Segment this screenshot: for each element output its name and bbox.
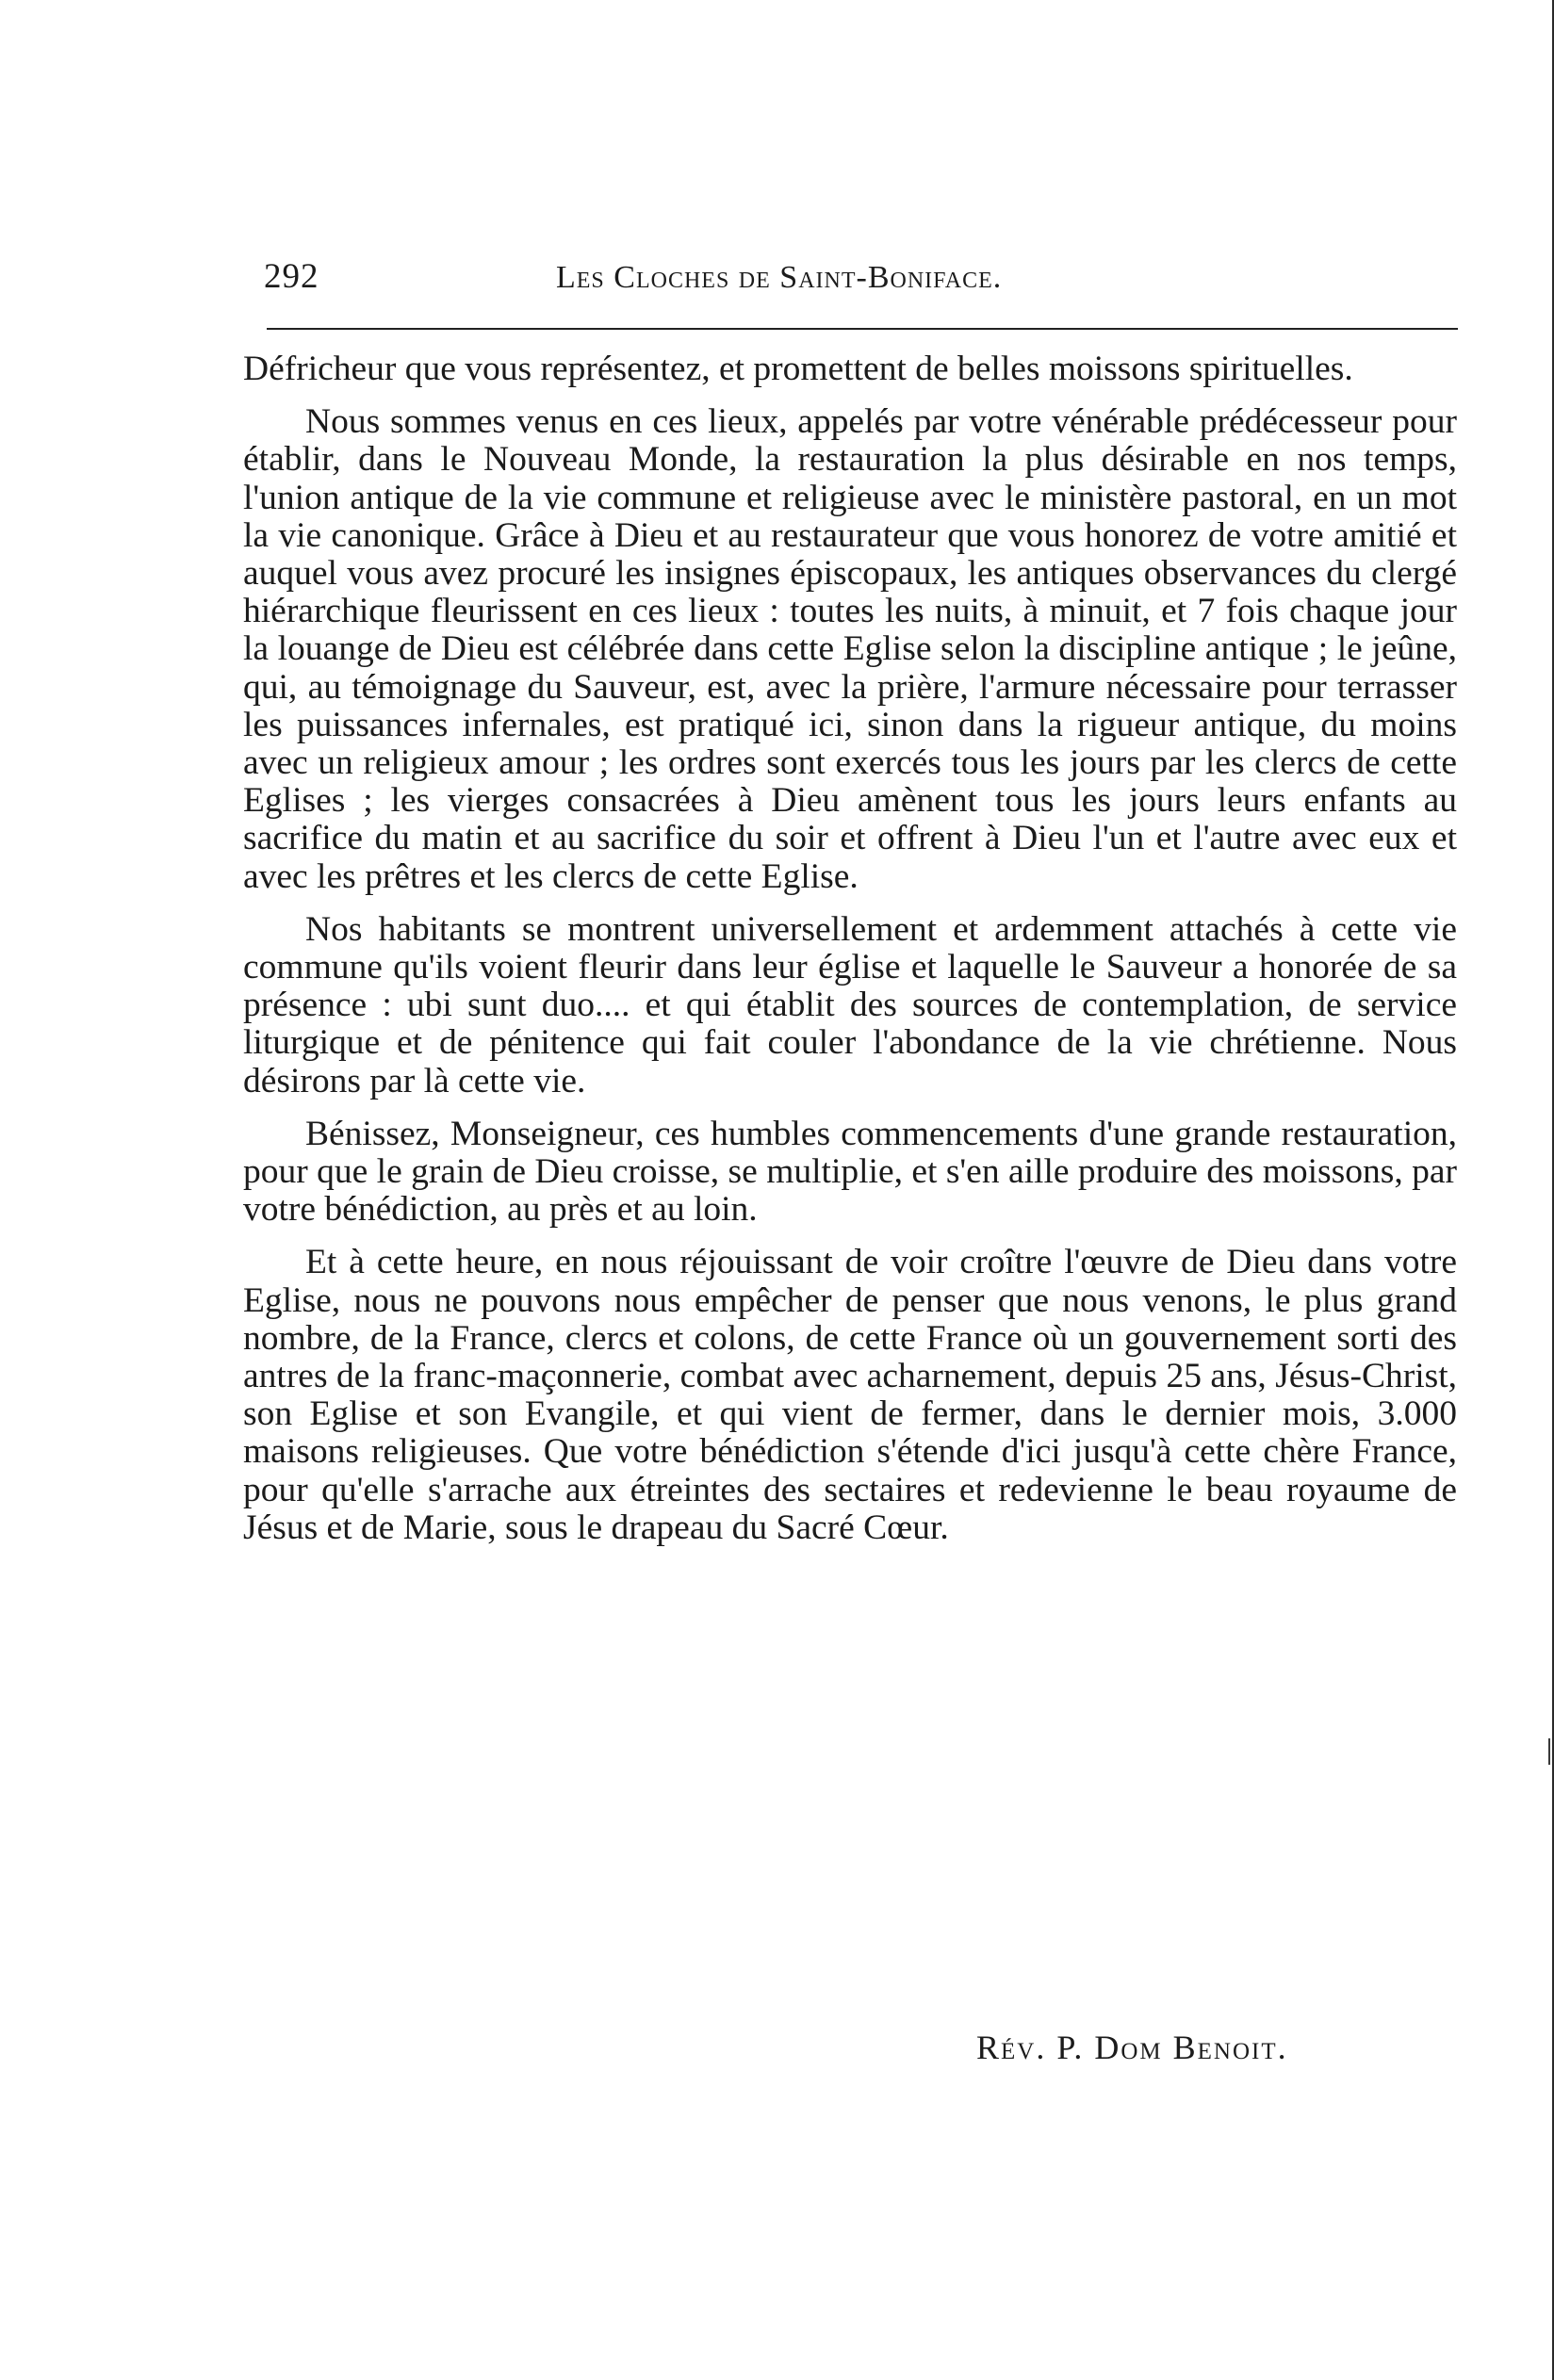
body-text (243, 350, 1457, 1547)
running-title: Les Cloches de Saint-Boniface. (556, 260, 1003, 295)
paragraph-continuation: Défricheur que vous représentez, et promettent de belles moissons spirituelles. (243, 350, 1353, 388)
paragraph-canonical-life: Nous sommes venus en ces lieux, appelés par votre vénérable prédécesseur pour établir, dans le Nouveau Monde, la restauration la plus désirable en nos temps, l'union antique de la vie commune et religieuse avec le ministère pastoral, en un mot la vie canonique. Grâce à Dieu et au restaurateur que vous honorez de votre amitié et auquel vous avez procuré les insignes épiscopaux, les antiques observances du clergé hiérarchique fleurissent en ces lieux : toutes les nuits, à minuit, et 7 fois chaque jour la louange de Dieu est célébrée dans cette Eglise selon la discipline antique ; le jeûne, qui, au témoignage du Sauveur, est, avec la prière, l'armure nécessaire pour terrasser les puissances infernales, est pratiqué ici, sinon dans la rigueur antique, du moins avec un religieux amour ; les ordres sont exercés tous les jours par les clercs de cette Eglises ; les vierges consacrées à Dieu amènent tous les jours leurs enfants au sacrifice du matin et au sacrifice du soir et offrent à Dieu l'un et l'autre avec eux et avec les prêtres et les clercs de cette Eglise. (243, 402, 1457, 896)
page-number: 292 (264, 257, 319, 296)
paragraph-france: Et à cette heure, en nous réjouissant de voir croître l'œuvre de Dieu dans votre Eglise, nous ne pouvons nous empêcher de penser que nous venons, le plus grand nombre, de la France, clercs et colons, de cette France où un gouvernement sorti des antres de la franc-maçonnerie, combat avec acharnement, depuis 25 ans, Jésus-Christ, son Eglise et son Evangile, et qui vient de fermer, dans le dernier mois, 3.000 maisons religieuses. Que votre bénédiction s'étende d'ici jusqu'à cette chère France, pour qu'elle s'arrache aux étreintes des sectaires et redevienne le beau royaume de Jésus et de Marie, sous le drapeau du Sacré Cœur. (243, 1243, 1457, 1547)
header-rule (267, 328, 1458, 330)
paragraph-inhabitants: Nos habitants se montrent universellement et ardemment attachés à cette vie commune qu'ils voient fleurir dans leur église et laquelle le Sauveur a honorée de sa présence : ubi sunt duo.... et qui établit des sources de contemplation, de service liturgique et de pénitence qui fait couler l'abondance de la vie chrétienne. Nous désirons par là cette vie. (243, 909, 1457, 1100)
running-head (264, 256, 1461, 303)
edge-mark (1548, 1738, 1550, 1765)
paragraph-blessing: Bénissez, Monseigneur, ces humbles commencements d'une grande restauration, pour que le grain de Dieu croisse, se multiplie, et s'en aille produire des moissons, par votre bénédiction, au près et au loin. (243, 1114, 1457, 1230)
signature: Rév. P. Dom Benoit. (976, 2029, 1288, 2066)
